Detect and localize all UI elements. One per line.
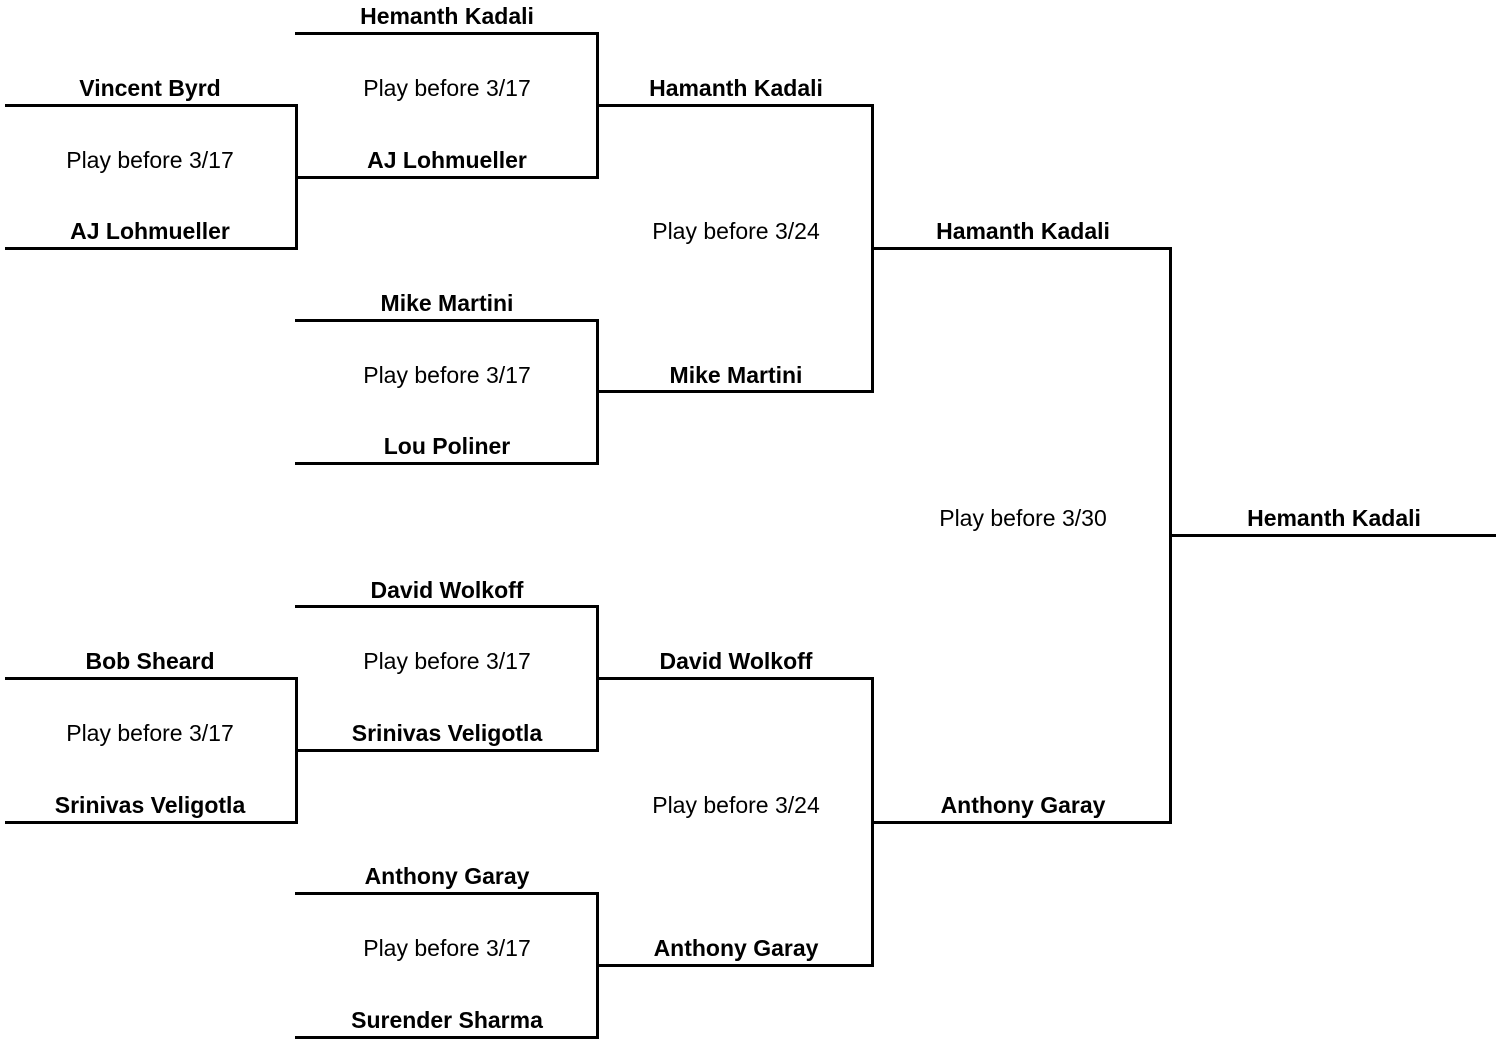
bracket-line <box>871 247 1172 250</box>
player-name: Mike Martini <box>380 290 514 316</box>
bracket-line <box>295 176 598 179</box>
bracket-line <box>5 247 298 250</box>
bracket-line <box>295 892 598 895</box>
match-deadline: Play before 3/17 <box>363 75 531 101</box>
match-deadline: Play before 3/24 <box>652 792 820 818</box>
bracket-line <box>596 390 874 393</box>
match-deadline: Play before 3/30 <box>939 505 1107 531</box>
bracket-line <box>295 605 598 608</box>
player-name: Anthony Garay <box>653 935 819 961</box>
bracket-line <box>1169 534 1496 537</box>
player-name: Hamanth Kadali <box>936 218 1110 244</box>
match-deadline: Play before 3/17 <box>66 720 234 746</box>
bracket-line <box>295 749 598 752</box>
match-deadline: Play before 3/17 <box>363 935 531 961</box>
bracket-line <box>295 319 598 322</box>
match-deadline: Play before 3/17 <box>363 362 531 388</box>
player-name: David Wolkoff <box>659 648 813 674</box>
player-name: AJ Lohmueller <box>367 147 527 173</box>
player-name: Hamanth Kadali <box>649 75 823 101</box>
bracket-line <box>295 462 598 465</box>
player-name: Vincent Byrd <box>79 75 221 101</box>
player-name: Hemanth Kadali <box>360 3 534 29</box>
player-name: Bob Sheard <box>85 648 215 674</box>
bracket-line <box>5 821 298 824</box>
match-deadline: Play before 3/17 <box>363 648 531 674</box>
player-name: Anthony Garay <box>940 792 1106 818</box>
champion-name: Hemanth Kadali <box>1247 505 1421 531</box>
bracket-line <box>871 821 1172 824</box>
player-name: Srinivas Veligotla <box>351 720 543 746</box>
match-deadline: Play before 3/17 <box>66 147 234 173</box>
bracket-line <box>295 32 598 35</box>
bracket-line <box>295 1036 598 1039</box>
player-name: Lou Poliner <box>383 433 511 459</box>
player-name: AJ Lohmueller <box>70 218 230 244</box>
bracket-line <box>596 964 874 967</box>
player-name: Srinivas Veligotla <box>54 792 246 818</box>
player-name: Anthony Garay <box>364 863 530 889</box>
player-name: David Wolkoff <box>370 577 524 603</box>
bracket-line <box>596 104 874 107</box>
player-name: Surender Sharma <box>351 1007 543 1033</box>
bracket-line <box>596 677 874 680</box>
player-name: Mike Martini <box>669 362 803 388</box>
bracket-line <box>5 677 298 680</box>
match-deadline: Play before 3/24 <box>652 218 820 244</box>
bracket-line <box>5 104 298 107</box>
